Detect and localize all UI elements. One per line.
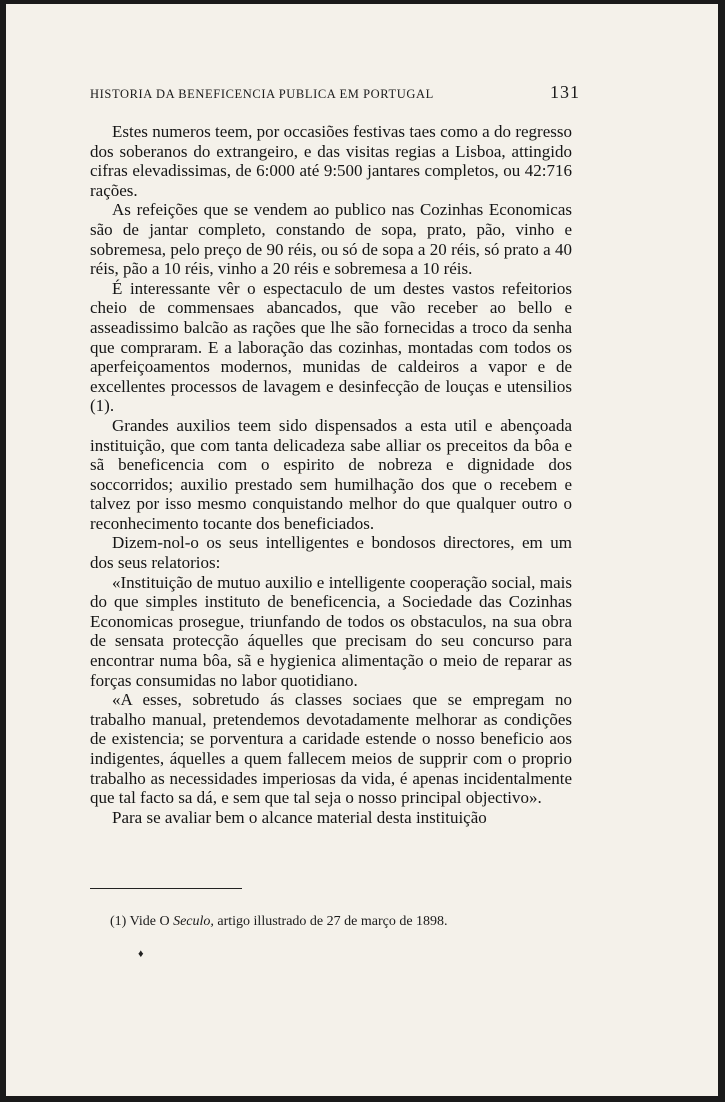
body-text — [90, 122, 572, 827]
stray-ink-mark: ♦ — [138, 948, 144, 960]
book-page — [6, 4, 718, 1096]
paragraph: Grandes auxilios teem sido dispensados a esta util e abençoada instituição, que com tanta delicadeza sabe alliar os preceitos da bôa e sã beneficencia com o espirito de nobreza e dignidade dos soccorridos; auxilio prestado sem humilhação dos que o recebem e talvez por isso mesmo conquistando melhor do que qualquer outro o reconhecimento tocante dos beneficiados. — [90, 415, 572, 533]
paragraph: Dizem-nol-o os seus intelligentes e bondosos directores, em um dos seus relatorios: — [90, 533, 572, 573]
paragraph: É interessante vêr o espectaculo de um destes vastos refeitorios cheio de commensaes abancados, que vão receber ao bello e asseadissimo balcão as rações que lhe são fornecidas a troco da senha que compraram. E a laboração das cozinhas, montadas com todos os aperfeiçoamentos modernos, munidas de caldeiros a vapor e de excellentes processos de lavagem e desinfecção de louças e utensilios (1). — [90, 278, 572, 416]
footnote-number: (1) — [110, 914, 127, 929]
footnote-text-after: artigo illustrado de 27 de março de 1898. — [217, 914, 448, 929]
footnote-text-before: Vide O — [129, 914, 170, 929]
footnote-italic-title: Seculo, — [173, 914, 214, 929]
running-header — [90, 82, 580, 103]
footnote-divider — [90, 888, 242, 889]
footnote — [110, 914, 580, 930]
paragraph: Para se avaliar bem o alcance material desta instituição — [112, 807, 487, 827]
paragraph: As refeições que se vendem ao publico nas Cozinhas Economicas são de jantar completo, constando de sopa, prato, pão, vinho e sobremesa, pelo preço de 90 réis, ou só de sopa a 20 réis, só prato a 40 réis, pão a 10 réis, vinho a 20 réis e sobremesa a 10 réis. — [90, 200, 572, 279]
running-title: HISTORIA DA BENEFICENCIA PUBLICA EM PORTUGAL — [90, 87, 434, 101]
page-number: 131 — [550, 82, 580, 102]
quote-paragraph: «Instituição de mutuo auxilio e intelligente cooperação social, mais do que simples instituto de beneficencia, a Sociedade das Cozinhas Economicas prosegue, triunfando de todos os obstaculos, na sua obra de sensata protecção áquelles que precisam do seu concurso para encontrar numa bôa, sã e hygienica alimentação o meio de reparar as forças consumidas no labor quotidiano. — [90, 572, 572, 690]
paragraph: Estes numeros teem, por occasiões festivas taes como a do regresso dos soberanos do extrangeiro, e das visitas regias a Lisboa, attingido cifras elevadissimas, de 6:000 até 9:500 jantares completos, ou 42:716 rações. — [90, 122, 572, 200]
quote-paragraph: «A esses, sobretudo ás classes sociaes que se empregam no trabalho manual, pretendemos devotadamente melhorar as condições de existencia; se porventura a caridade estende o nosso beneficio aos indigentes, áquelles a quem fallecem meios de supprir com o proprio trabalho as necessidades imperiosas da vida, é apenas incidentalmente que tal facto sa dá, e sem que tal seja o nosso principal objectivo». — [90, 690, 572, 808]
